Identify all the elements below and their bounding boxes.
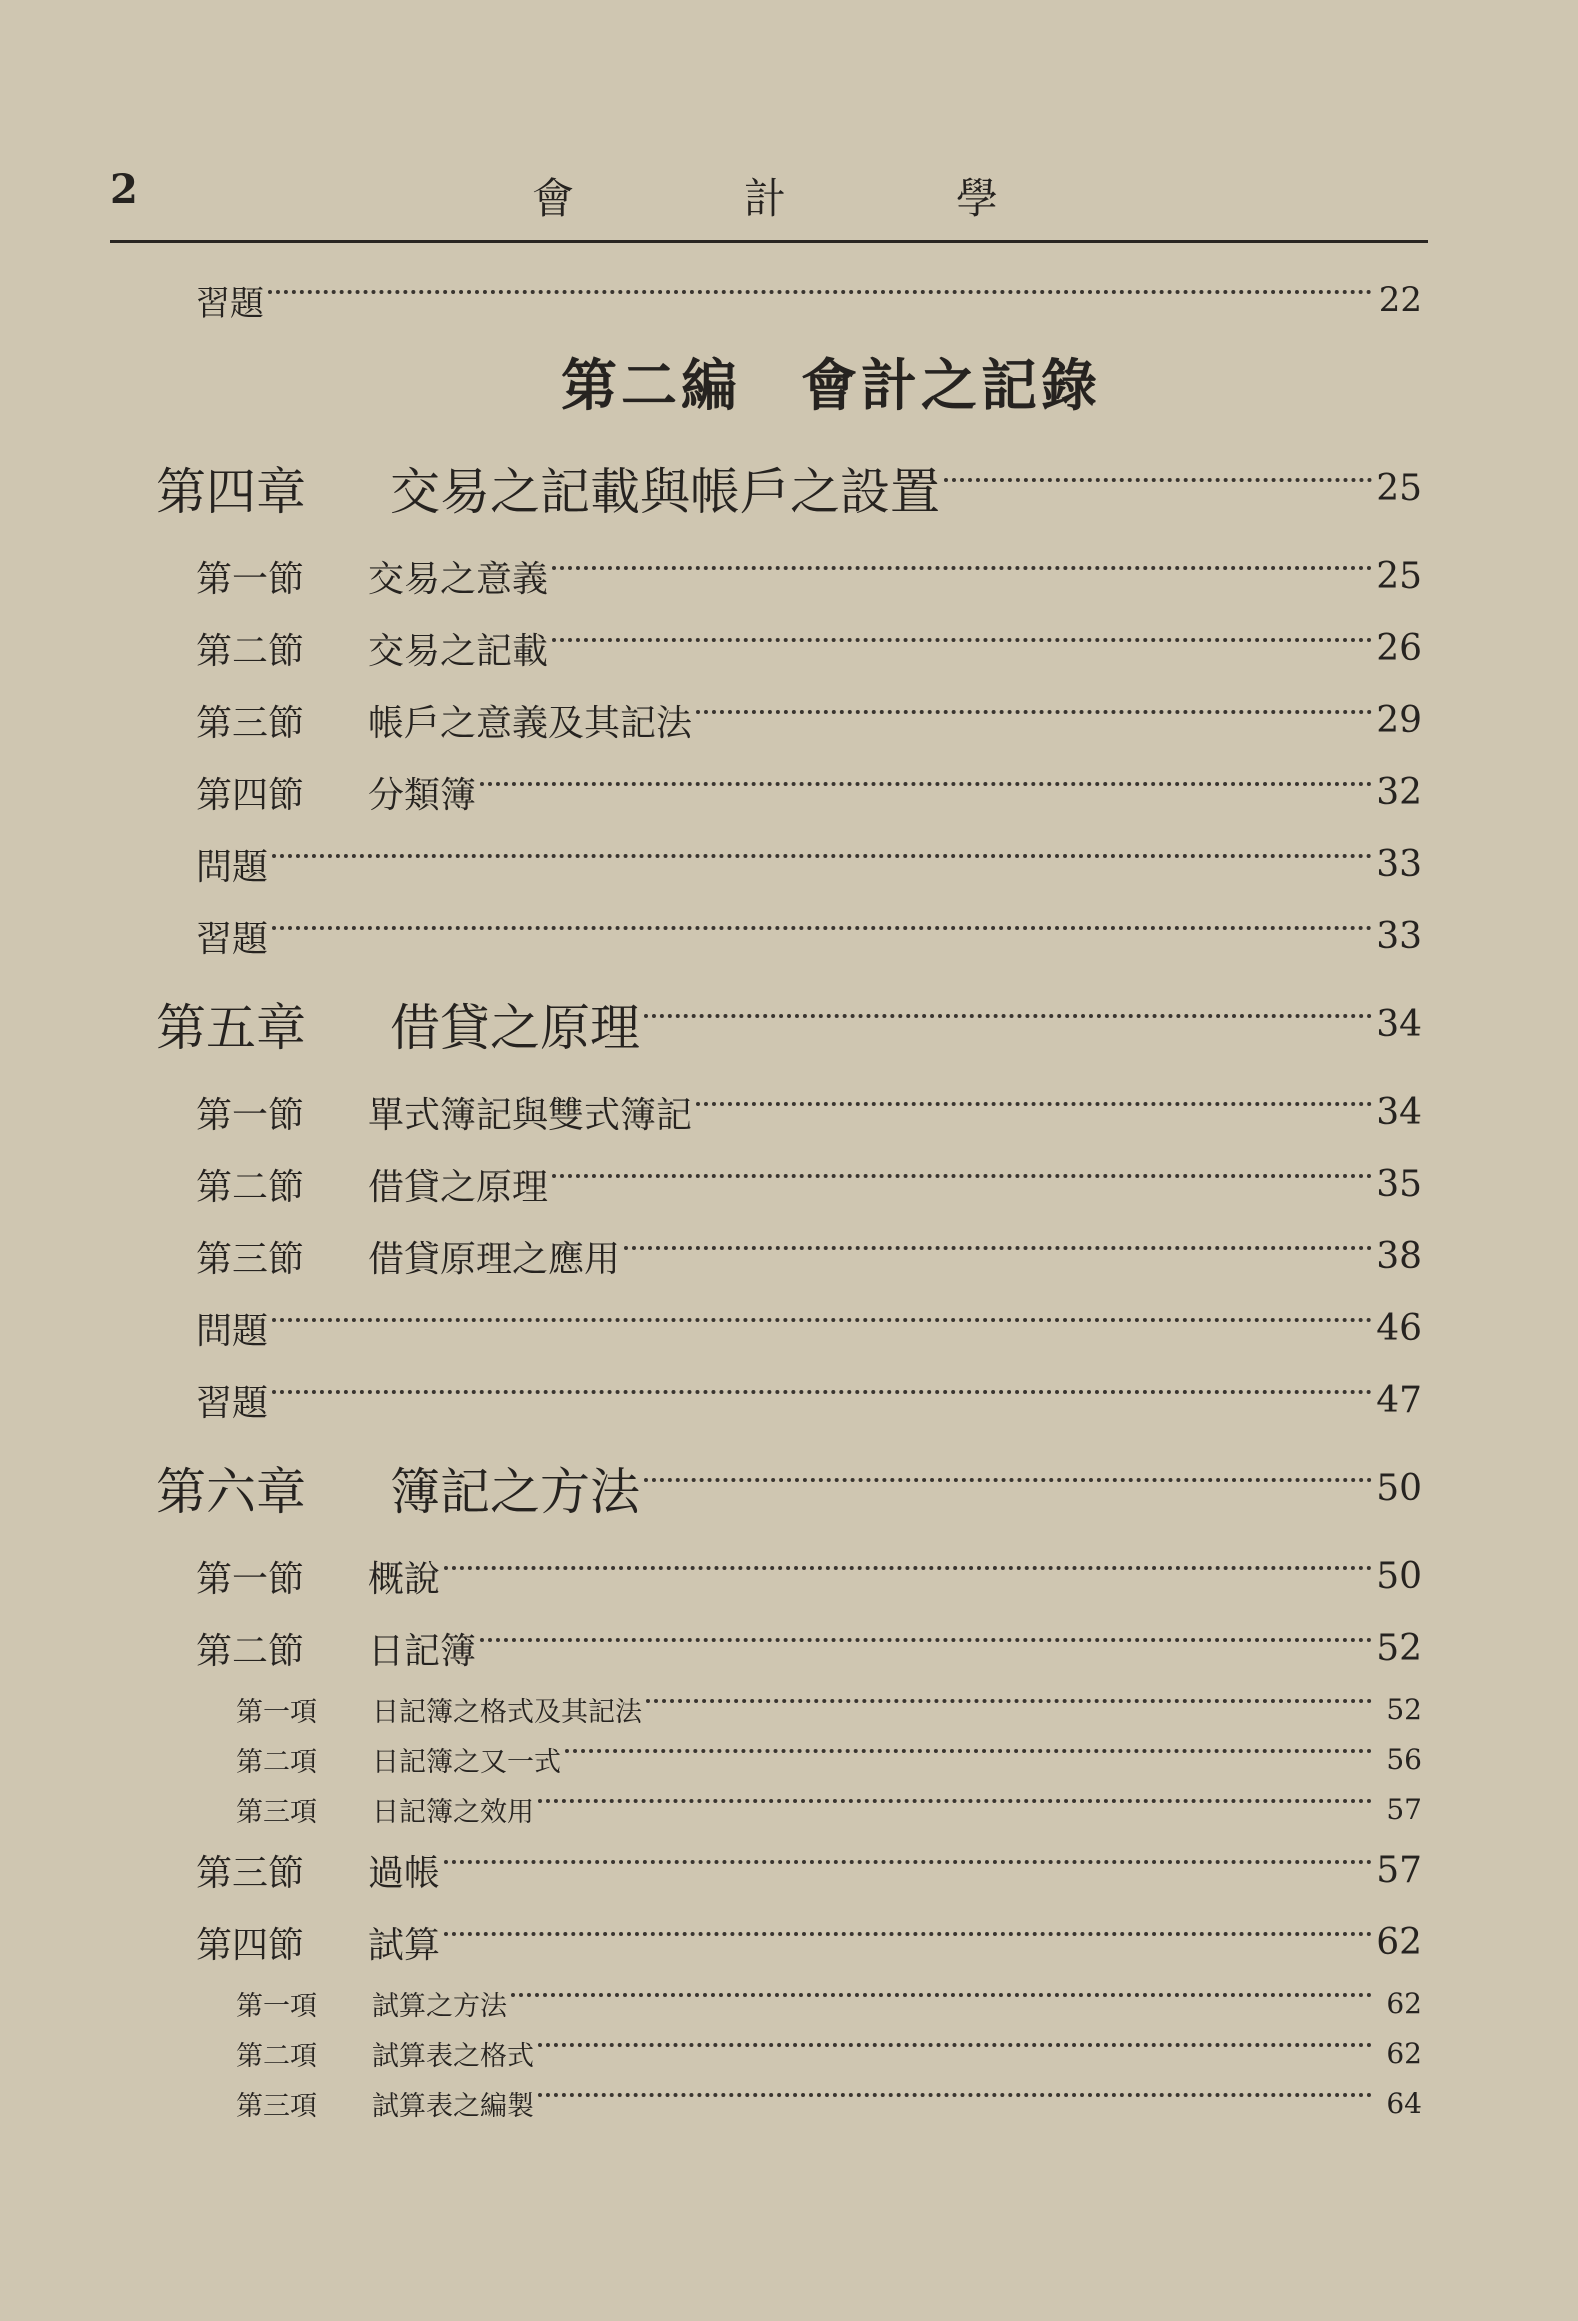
dot-leader [444, 1860, 1372, 1864]
dot-leader [565, 1749, 1372, 1753]
dot-leader [511, 1993, 1372, 1997]
item-number: 第三項 [236, 1796, 317, 1828]
toc-page-number: 50 [1376, 1555, 1422, 1597]
chapter-title: 借貸之原理 [390, 999, 640, 1057]
section-number: 第一節 [196, 558, 305, 600]
item-title: 試算表之編製 [372, 2090, 534, 2122]
toc-page-number: 47 [1376, 1379, 1422, 1421]
toc-item[interactable] [236, 1684, 1422, 1734]
dot-leader [552, 1174, 1372, 1178]
toc-section[interactable] [196, 540, 1422, 612]
dot-leader [644, 1478, 1372, 1482]
section-title: 交易之意義 [368, 558, 549, 600]
toc-section[interactable] [196, 612, 1422, 684]
toc-section[interactable] [196, 684, 1422, 756]
table-of-contents [156, 264, 1422, 2128]
exercises-label: 習題 [196, 1382, 269, 1424]
section-title: 借貸原理之應用 [368, 1238, 621, 1280]
section-number: 第一節 [196, 1094, 305, 1136]
dot-leader [552, 566, 1372, 570]
item-title: 日記簿之又一式 [372, 1746, 561, 1778]
toc-section[interactable] [196, 1540, 1422, 1612]
item-number: 第一項 [236, 1696, 317, 1728]
toc-page-number: 25 [1376, 467, 1422, 509]
section-title: 日記簿 [368, 1630, 477, 1672]
toc-section[interactable] [196, 1076, 1422, 1148]
toc-page-number: 62 [1386, 1986, 1422, 2020]
toc-page-number: 29 [1376, 699, 1422, 741]
dot-leader [480, 1638, 1372, 1642]
toc-exercises[interactable] [196, 900, 1422, 972]
dot-leader [444, 1566, 1372, 1570]
toc-entry-exercises[interactable] [196, 264, 1422, 336]
toc-page-number: 62 [1386, 2036, 1422, 2070]
section-number: 第二節 [196, 1166, 305, 1208]
toc-page-number: 33 [1376, 843, 1422, 885]
toc-page-number: 22 [1378, 280, 1422, 320]
dot-leader [272, 854, 1372, 858]
dot-leader [538, 2093, 1372, 2097]
item-number: 第三項 [236, 2090, 317, 2122]
toc-entry-label: 習題 [196, 283, 264, 324]
header-rule [110, 240, 1428, 243]
chapter-number: 第四章 [156, 463, 306, 521]
section-number: 第三節 [196, 1852, 305, 1894]
toc-page-number: 26 [1376, 627, 1422, 669]
dot-leader [480, 782, 1372, 786]
toc-chapter[interactable] [156, 972, 1422, 1076]
dot-leader [272, 1318, 1372, 1322]
toc-page-number: 52 [1386, 1692, 1422, 1726]
toc-page-number: 52 [1376, 1627, 1422, 1669]
toc-page-number: 33 [1376, 915, 1422, 957]
toc-section[interactable] [196, 1906, 1422, 1978]
toc-page-number: 62 [1376, 1921, 1422, 1963]
toc-chapter[interactable] [156, 1436, 1422, 1540]
section-title: 試算 [368, 1924, 441, 1966]
questions-label: 問題 [196, 846, 269, 888]
exercises-label: 習題 [196, 918, 269, 960]
toc-section[interactable] [196, 1612, 1422, 1684]
running-title: 會計學 [531, 174, 1168, 223]
item-number: 第一項 [236, 1990, 317, 2022]
toc-questions[interactable] [196, 1292, 1422, 1364]
section-title: 分類簿 [368, 774, 477, 816]
dot-leader [944, 478, 1372, 482]
item-title: 日記簿之效用 [372, 1796, 534, 1828]
toc-item[interactable] [236, 1784, 1422, 1834]
questions-label: 問題 [196, 1310, 269, 1352]
dot-leader [624, 1246, 1372, 1250]
dot-leader [696, 1102, 1372, 1106]
toc-section[interactable] [196, 1834, 1422, 1906]
chapter-number: 第六章 [156, 1463, 306, 1521]
page-header [110, 160, 1420, 250]
toc-section[interactable] [196, 756, 1422, 828]
section-title: 交易之記載 [368, 630, 549, 672]
dot-leader [268, 290, 1372, 294]
chapter-title: 簿記之方法 [390, 1463, 640, 1521]
toc-page-number: 32 [1376, 771, 1422, 813]
toc-section[interactable] [196, 1220, 1422, 1292]
toc-page-number: 57 [1386, 1792, 1422, 1826]
toc-page-number: 64 [1386, 2086, 1422, 2120]
item-title: 日記簿之格式及其記法 [372, 1696, 642, 1728]
toc-page-number: 25 [1376, 555, 1422, 597]
section-title: 單式簿記與雙式簿記 [368, 1094, 693, 1136]
section-title: 過帳 [368, 1852, 441, 1894]
dot-leader [646, 1699, 1372, 1703]
toc-item[interactable] [236, 1734, 1422, 1784]
toc-page-number: 50 [1376, 1467, 1422, 1509]
section-number: 第四節 [196, 774, 305, 816]
toc-chapter[interactable] [156, 436, 1422, 540]
dot-leader [538, 2043, 1372, 2047]
section-number: 第一節 [196, 1558, 305, 1600]
section-title: 概說 [368, 1558, 441, 1600]
dot-leader [444, 1932, 1372, 1936]
chapter-number: 第五章 [156, 999, 306, 1057]
dot-leader [538, 1799, 1372, 1803]
toc-page-number: 56 [1386, 1742, 1422, 1776]
item-number: 第二項 [236, 1746, 317, 1778]
chapter-title: 交易之記載與帳戶之設置 [390, 463, 940, 521]
dot-leader [272, 926, 1372, 930]
section-number: 第二節 [196, 630, 305, 672]
dot-leader [696, 710, 1372, 714]
toc-page-number: 46 [1376, 1307, 1422, 1349]
part-number: 第二編 [561, 353, 741, 419]
dot-leader [644, 1014, 1372, 1018]
section-title: 帳戶之意義及其記法 [368, 702, 693, 744]
toc-page-number: 35 [1376, 1163, 1422, 1205]
toc-section[interactable] [196, 1148, 1422, 1220]
part-heading [240, 336, 1422, 436]
item-title: 試算之方法 [372, 1990, 507, 2022]
page-number: 2 [110, 166, 138, 213]
toc-page-number: 34 [1376, 1091, 1422, 1133]
toc-item[interactable] [236, 2028, 1422, 2078]
toc-page-number: 34 [1376, 1003, 1422, 1045]
toc-page-number: 38 [1376, 1235, 1422, 1277]
section-title: 借貸之原理 [368, 1166, 549, 1208]
toc-questions[interactable] [196, 828, 1422, 900]
toc-item[interactable] [236, 2078, 1422, 2128]
section-number: 第四節 [196, 1924, 305, 1966]
dot-leader [552, 638, 1372, 642]
toc-exercises[interactable] [196, 1364, 1422, 1436]
item-number: 第二項 [236, 2040, 317, 2072]
item-title: 試算表之格式 [372, 2040, 534, 2072]
section-number: 第二節 [196, 1630, 305, 1672]
toc-item[interactable] [236, 1978, 1422, 2028]
section-number: 第三節 [196, 702, 305, 744]
toc-page-number: 57 [1376, 1849, 1422, 1891]
dot-leader [272, 1390, 1372, 1394]
part-title: 會計之記錄 [801, 353, 1101, 419]
section-number: 第三節 [196, 1238, 305, 1280]
